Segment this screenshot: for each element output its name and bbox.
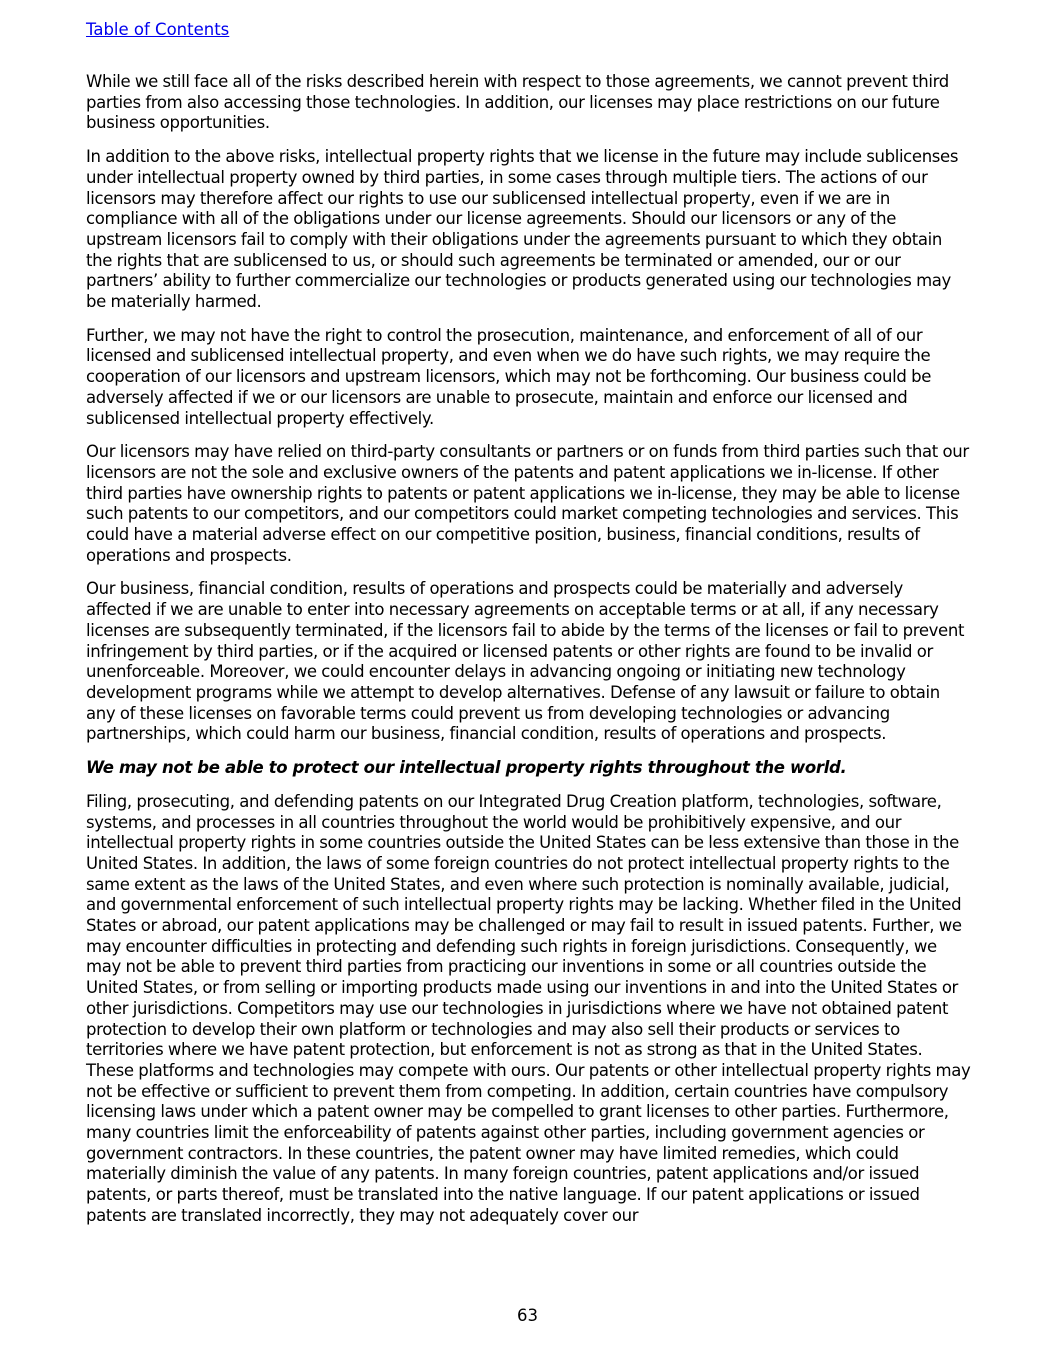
page-number: 63 (517, 1306, 538, 1325)
paragraph-sublicense-risks: In addition to the above risks, intellectual property rights that we license in the future may include sublicenses under intellectual property owned by third parties, in some cases through multiple tiers. The actions of our licensors may therefore affect our rights to use our sublicensed intellectual property, even if we are in compliance with all of the obligations under our license agreements. Should our licensors or any of the upstream licensors fail to comply with their obligations under the agreements pursuant to which they obtain the rights that are sublicensed to us, or should such agreements be terminated or amended, our or our partners’ ability to further commercialize our technologies or products generated using our technologies may be materially harmed. (86, 147, 959, 312)
document-page (86, 18, 972, 1240)
table-of-contents-link[interactable]: Table of Contents (86, 20, 230, 39)
paragraph-prosecution-control: Further, we may not have the right to control the prosecution, maintenance, and enforcement of all of our licensed and sublicensed intellectual property, and even when we do have such rights, we may require the cooperation of our licensors and upstream licensors, which may not be forthcoming. Our business could be adversely affected if we or our licensors are unable to prosecute, maintain and enforce our licensed and sublicensed intellectual property effectively. (86, 325, 932, 428)
paragraph-licensor-ownership: Our licensors may have relied on third-party consultants or partners or on funds from third parties such that our licensors are not the sole and exclusive owners of the patents and patent applications we in-license. If other third parties have ownership rights to patents or patent applications we in-license, they may be able to license such patents to our competitors, and our competitors could market competing technologies and services. This could have a material adverse effect on our competitive position, business, financial conditions, results of operations and prospects. (86, 442, 969, 565)
paragraph-foreign-patents: Filing, prosecuting, and defending patents on our Integrated Drug Creation platform, technologies, software, systems, and processes in all countries throughout the world would be prohibitively expensive, and our intellectual property rights in some countries outside the United States can be less extensive than those in the United States. In addition, the laws of some foreign countries do not protect intellectual property rights to the same extent as the laws of the United States, and even where such protection is nominally available, judicial, and governmental enforcement of such intellectual property rights may be lacking. Whether filed in the United States or abroad, our patent applications may be challenged or may fail to result in issued patents. Further, we may encounter difficulties in protecting and defending such rights in foreign jurisdictions. Consequently, we may not be able to prevent third parties from practicing our inventions in some or all countries outside the United States, or from selling or importing products made using our inventions in and into the United States or other jurisdictions. Competitors may use our technologies in jurisdictions where we have not obtained patent protection to develop their own platform or technologies and may also sell their products or services to territories where we have patent protection, but enforcement is not as strong as that in the United States. These platforms and technologies may compete with ours. Our patents or other intellectual property rights may not be effective or sufficient to prevent them from competing. In addition, certain countries have compulsory licensing laws under which a patent owner may be compelled to grant licenses to other parties. Furthermore, many countries limit the enforceability of patents against other parties, including government agencies or government contractors. In these countries, the patent owner may have limited remedies, which could materially diminish the value of any patents. In many foreign countries, patent applications and/or issued patents, or parts thereof, must be translated into the native language. If our patent applications or issued patents are translated incorrectly, they may not adequately cover our (86, 791, 971, 1225)
paragraph-business-impact: Our business, financial condition, results of operations and prospects could be materially and adversely affected if we are unable to enter into necessary agreements on acceptable terms or at all, if any necessary licenses are subsequently terminated, if the licensors fail to abide by the terms of the licenses or fail to prevent infringement by third parties, or if the acquired or licensed patents or other rights are found to be invalid or unenforceable. Moreover, we could encounter delays in advancing ongoing or initiating new technology development programs while we attempt to develop alternatives. Defense of any lawsuit or failure to obtain any of these licenses on favorable terms could prevent us from developing technologies or advancing partnerships, which could harm our business, financial condition, results of operations and prospects. (86, 579, 965, 744)
section-heading-worldwide-protection: We may not be able to protect our intellectual property rights throughout the world. (86, 758, 847, 778)
paragraph-third-party-access: While we still face all of the risks described herein with respect to those agreements, we cannot prevent third parties from also accessing those technologies. In addition, our licenses may place restrictions on our future business opportunities. (86, 72, 949, 133)
